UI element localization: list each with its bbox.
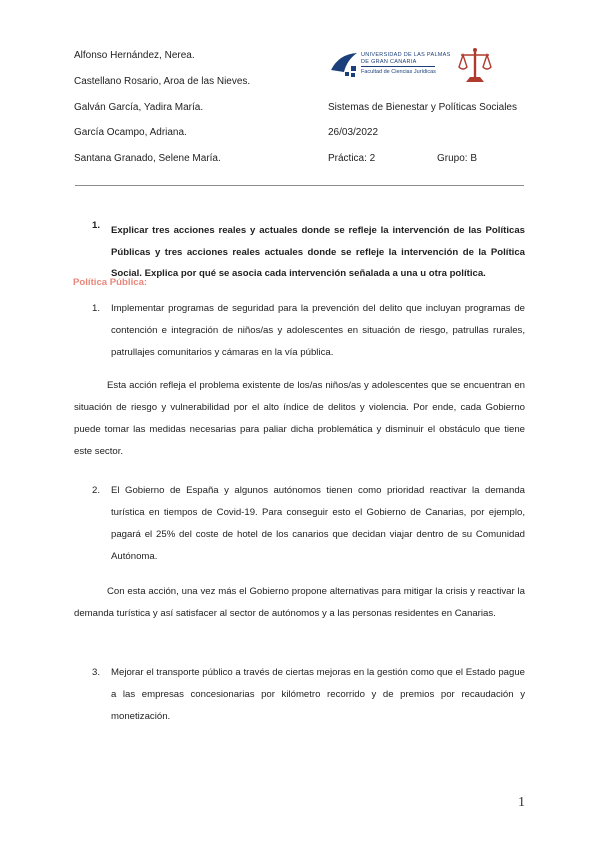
university-logo	[329, 47, 451, 83]
logo-line-2: DE GRAN CANARIA	[361, 59, 417, 65]
logo-line-1: UNIVERSIDAD DE LAS PALMAS	[361, 52, 451, 58]
item-1-comment: Esta acción refleja el problema existente de los/as niños/as y adolescentes que se encuentran en situación de riesgo y vulnerabilidad por el alto índice de delitos y violencia. Por ende, cada Gobierno puede tomar las medidas necesarias para paliar dicha problemática y disminuir el obstáculo que tiene este sector.	[74, 380, 525, 457]
question-text: Explicar tres acciones reales y actuales donde se refleje la intervención de las Políticas Públicas y tres acciones reales actuales donde se refleje la intervención de la Política Social. Explica por qué se asocia cada intervención señalada a una u otra política.	[111, 225, 525, 279]
item-2-number: 2.	[92, 485, 101, 496]
question-number: 1.	[92, 220, 101, 231]
item-1-number: 1.	[92, 303, 101, 314]
author-4: García Ocampo, Adriana.	[74, 127, 187, 138]
logo-line-3: Facultad de Ciencias Jurídicas	[361, 69, 436, 75]
item-3-text: Mejorar el transporte público a través de ciertas mejoras en la gestión como que el Estado pague a las empresas concesionarias por kilómetro recorrido y de premios por recaudación y monetización.	[111, 667, 525, 722]
logo-divider	[361, 66, 435, 67]
university-emblem-icon	[329, 50, 359, 80]
item-1-text: Implementar programas de seguridad para la prevención del delito que incluyan programas de contención e integración de niños/as y adolescentes en situación de riesgo, patrullas rurales, patrullajes comunitarios y cámaras en la vía pública.	[111, 303, 525, 358]
course-practice: Práctica: 2	[328, 153, 376, 164]
item-2-text: El Gobierno de España y algunos autónomos tienen como prioridad reactivar la demanda turística en tiempos de Covid-19. Para conseguir esto el Gobierno de Canarias, por ejemplo, pagará el 25% del coste de hotel de los canarios que decidan viajar dentro de su Comunidad Autónoma.	[111, 485, 525, 562]
course-subject: Sistemas de Bienestar y Políticas Sociales	[328, 102, 517, 113]
author-1: Alfonso Hernández, Nerea.	[74, 50, 195, 61]
author-2: Castellano Rosario, Aroa de las Nieves.	[74, 76, 251, 87]
item-3-number: 3.	[92, 667, 101, 678]
item-2-comment: Con esta acción, una vez más el Gobierno propone alternativas para mitigar la crisis y reactivar la demanda turística y así satisfacer al sector de autónomos y a las personas residentes en Canarias.	[74, 586, 525, 619]
header-divider	[75, 185, 524, 186]
course-group: Grupo: B	[437, 153, 478, 164]
scales-of-justice-icon	[458, 46, 492, 84]
section-title: Política Pública:	[73, 277, 148, 288]
page-number: 1	[518, 795, 525, 810]
course-date: 26/03/2022	[328, 127, 379, 138]
author-5: Santana Granado, Selene María.	[74, 153, 221, 164]
author-3: Galván García, Yadira María.	[74, 102, 204, 113]
